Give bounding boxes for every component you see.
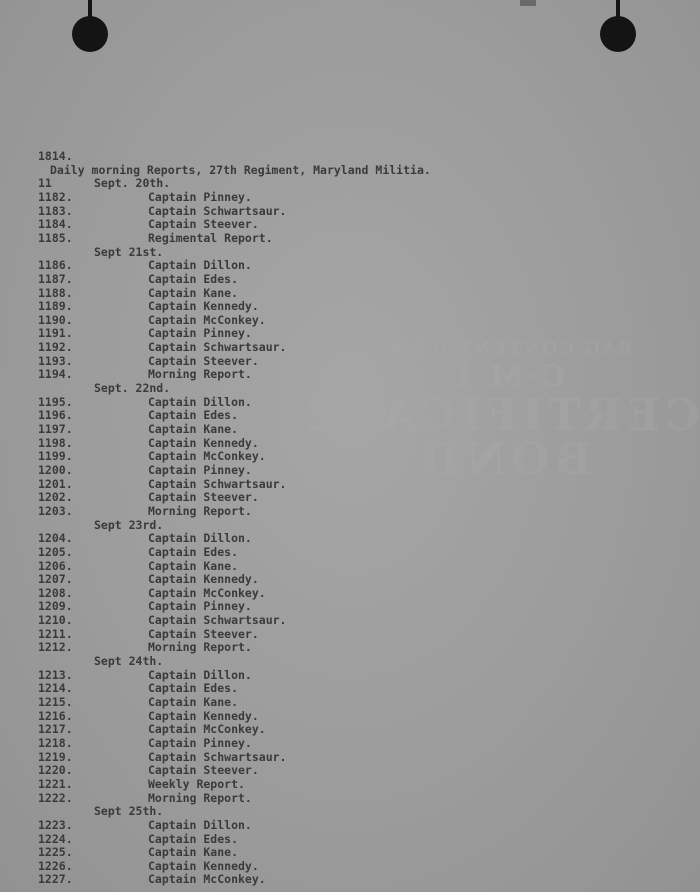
punch-hole-left xyxy=(72,16,108,52)
entry-number: 1220. xyxy=(38,763,73,778)
entry-number: 1191. xyxy=(38,326,73,341)
entry-number: 1221. xyxy=(38,776,73,791)
entry-number: 1211. xyxy=(38,626,73,641)
entry-text: Captain Dillon. xyxy=(148,531,252,546)
entry-number: 1187. xyxy=(38,271,73,286)
entry-text: Captain Kane. xyxy=(148,285,239,300)
entry-text: Morning Report. xyxy=(148,790,252,805)
entry-number: 1227. xyxy=(38,872,73,887)
entry-text: Captain Pinney. xyxy=(148,189,252,204)
entry-text: Captain Kane. xyxy=(148,845,239,860)
entry-number: 1226. xyxy=(38,858,73,873)
date-heading: Sept. 20th. xyxy=(94,176,171,191)
entry-number: 1201. xyxy=(38,476,73,491)
watermark-line-2: C·M·E xyxy=(444,359,566,394)
entry-text: Captain Kennedy. xyxy=(148,435,259,450)
entry-text: Captain Kane. xyxy=(148,695,239,709)
entry-number: 1197. xyxy=(38,422,73,436)
entry-text: Morning Report. xyxy=(148,503,252,518)
entry-number: 1190. xyxy=(38,312,73,327)
entry-text: Captain Pinney. xyxy=(148,599,252,614)
entry-number: 1212. xyxy=(38,640,73,655)
entry-text: Captain Edes. xyxy=(148,831,239,846)
entry-number: 1183. xyxy=(38,203,73,218)
edge-mark xyxy=(520,0,536,6)
entry-text: Captain Kennedy. xyxy=(148,858,259,873)
entry-text: Captain Schwartsaur. xyxy=(148,749,287,764)
entry-text: Captain Kane. xyxy=(148,422,239,436)
entry-number: 1216. xyxy=(38,708,73,723)
entry-number: 1213. xyxy=(38,667,73,682)
entry-number: 1222. xyxy=(38,790,73,805)
watermark-line-1: RAG CONTENT U.S.A. xyxy=(377,338,633,359)
punch-hole-right xyxy=(600,16,636,52)
entry-number: 1202. xyxy=(38,490,73,505)
entry-text: Captain Pinney. xyxy=(148,735,252,750)
entry-number: 1215. xyxy=(38,695,73,709)
entry-number: 1198. xyxy=(38,435,73,450)
date-heading: Sept 25th. xyxy=(94,804,164,819)
entry-number: 1196. xyxy=(38,408,73,423)
entry-text: Captain Dillon. xyxy=(148,258,252,273)
entry-text: Captain Pinney. xyxy=(148,462,252,477)
entry-number: 1193. xyxy=(38,353,73,368)
entry-text: Captain Steever. xyxy=(148,490,259,505)
entry-text: Captain Kane. xyxy=(148,558,239,573)
entry-number: 1224. xyxy=(38,831,73,846)
entry-text: Captain McConkey. xyxy=(148,872,266,887)
entry-text: Captain Schwartsaur. xyxy=(148,340,287,355)
entry-text: Captain Edes. xyxy=(148,681,239,696)
document-heading: Daily morning Reports, 27th Regiment, Maryland Militia. xyxy=(50,163,431,177)
document-year: 1814. xyxy=(38,149,73,163)
date-heading: Sept 24th. xyxy=(94,654,164,669)
entry-number: 1195. xyxy=(38,394,73,409)
entry-number: 1217. xyxy=(38,722,73,737)
entry-number: 1210. xyxy=(38,613,73,628)
entry-number: 1206. xyxy=(38,558,73,573)
entry-text: Captain Steever. xyxy=(148,763,259,778)
entry-text: Captain Schwartsaur. xyxy=(148,203,287,218)
entry-text: Captain Pinney. xyxy=(148,326,252,341)
entry-number: 1205. xyxy=(38,544,73,559)
entry-number: 1186. xyxy=(38,258,73,273)
entry-number: 1223. xyxy=(38,817,73,832)
entry-number: 1200. xyxy=(38,462,73,477)
entry-number: 1194. xyxy=(38,367,73,382)
entry-text: Captain Edes. xyxy=(148,544,239,559)
entry-number: 1209. xyxy=(38,599,73,614)
entry-number: 1214. xyxy=(38,681,73,696)
entry-text: Morning Report. xyxy=(148,640,252,655)
entry-text: Morning Report. xyxy=(148,367,252,382)
entry-number: 1203. xyxy=(38,503,73,518)
entry-number: 1219. xyxy=(38,749,73,764)
entry-text: Weekly Report. xyxy=(148,776,245,791)
date-heading: Sept. 22nd. xyxy=(94,381,171,396)
entry-number: 1185. xyxy=(38,230,73,245)
entry-number: 1199. xyxy=(38,449,73,464)
entry-number: 1218. xyxy=(38,735,73,750)
date-heading: Sept 23rd. xyxy=(94,517,164,532)
entry-text: Captain Kennedy. xyxy=(148,572,259,587)
entry-text: Captain Steever. xyxy=(148,626,259,641)
entry-number: 1188. xyxy=(38,285,73,300)
entry-text: Captain Kennedy. xyxy=(148,708,259,723)
entry-text: Captain McConkey. xyxy=(148,312,266,327)
entry-text: Captain Schwartsaur. xyxy=(148,476,287,491)
entry-text: Regimental Report. xyxy=(148,230,273,245)
entry-text: Captain Dillon. xyxy=(148,667,252,682)
watermark-line-3: CERTIFICATE BOND xyxy=(302,390,700,485)
entry-text: Captain Kennedy. xyxy=(148,299,259,314)
entry-text: Captain Dillon. xyxy=(148,817,252,832)
entry-number: 1207. xyxy=(38,572,73,587)
entry-number: 1189. xyxy=(38,299,73,314)
entry-text: Captain Edes. xyxy=(148,408,239,423)
date-row-number: 11 xyxy=(38,176,52,191)
entry-text: Captain Steever. xyxy=(148,353,259,368)
entry-text: Captain McConkey. xyxy=(148,585,266,600)
entry-number: 1225. xyxy=(38,845,73,860)
entry-number: 1182. xyxy=(38,189,73,204)
entry-number: 1184. xyxy=(38,217,73,232)
entry-number: 1192. xyxy=(38,340,73,355)
entry-text: Captain Steever. xyxy=(148,217,259,232)
entry-text: Captain McConkey. xyxy=(148,722,266,737)
date-heading: Sept 21st. xyxy=(94,244,164,259)
entry-text: Captain Schwartsaur. xyxy=(148,613,287,628)
entry-number: 1208. xyxy=(38,585,73,600)
entry-text: Captain Dillon. xyxy=(148,394,252,409)
entry-text: Captain Edes. xyxy=(148,271,239,286)
entry-text: Captain McConkey. xyxy=(148,449,266,464)
entry-number: 1204. xyxy=(38,531,73,546)
